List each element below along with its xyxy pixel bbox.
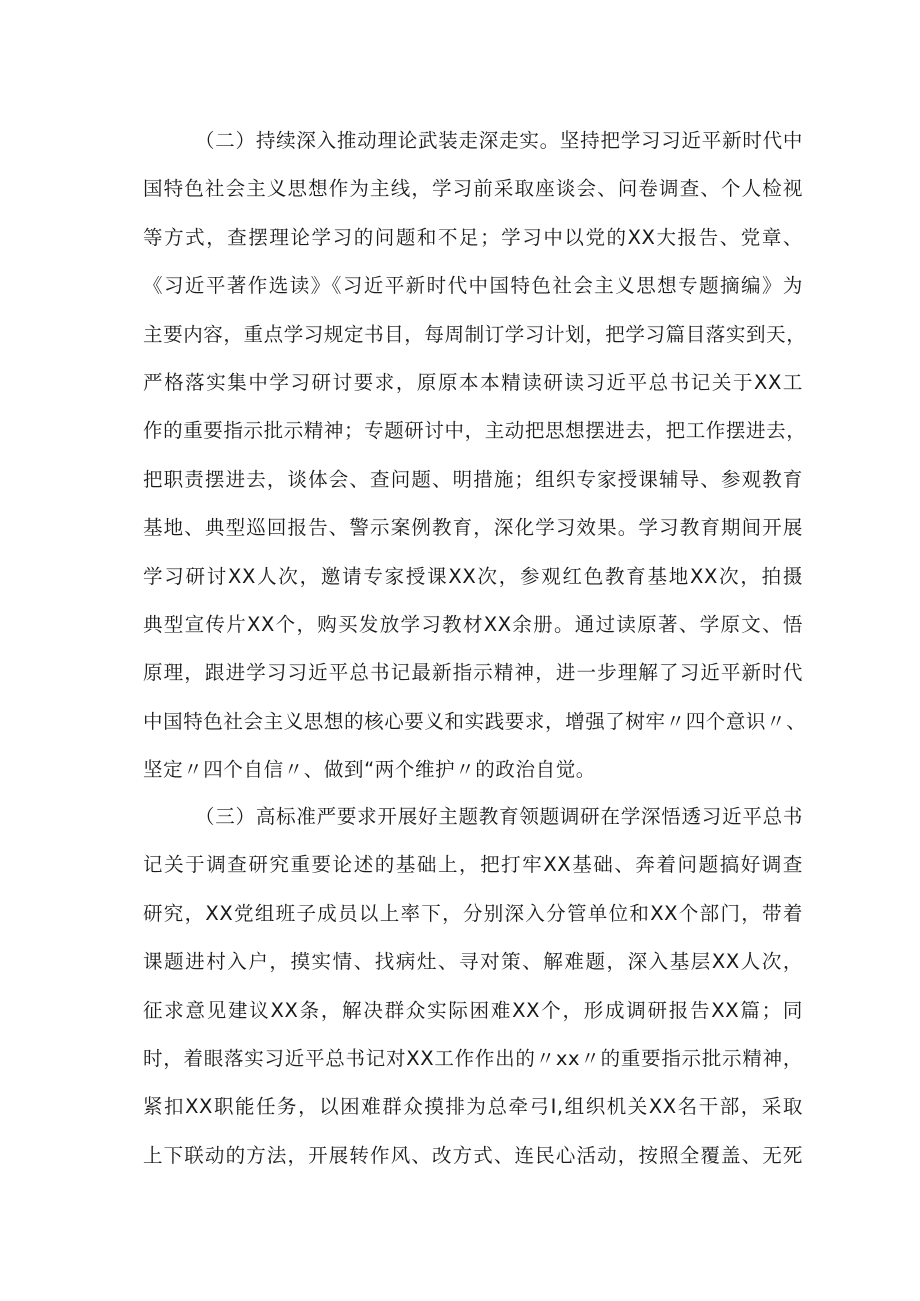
paragraph-line: 课题进村入户，摸实情、找病灶、寻对策、解难题，深入基层XX人次， — [143, 950, 803, 974]
paragraph-line: 紧扣XX职能任务，以困难群众摸排为总牵弓I,组织机关XX名干部，采取 — [143, 1095, 803, 1119]
paragraph-line: 等方式，查摆理论学习的问题和不足；学习中以党的XX大报告、党章、 — [143, 225, 803, 249]
paragraph-section-two — [143, 117, 807, 794]
paragraph-line: 国特色社会主义思想作为主线，学习前采取座谈会、问卷调查、个人检视 — [143, 177, 803, 201]
paragraph-line: 记关于调查研究重要论述的基础上，把打牢XX基础、奔着问题搞好调查 — [143, 853, 803, 877]
paragraph-line: 原理，跟进学习习近平总书记最新指示精神，进一步理解了习近平新时代 — [143, 661, 803, 685]
paragraph-line: （二）持续深入推动理论武装走深走实。坚持把学习习近平新时代中 — [195, 129, 803, 152]
paragraph-line: 上下联动的方法，开展转作风、改方式、连民心活动，按照全覆盖、无死 — [143, 1143, 803, 1167]
paragraph-line: 主要内容，重点学习规定书目，每周制订学习计划，把学习篇目落实到天， — [143, 322, 807, 346]
paragraph-line: 基地、典型巡回报告、警示案例教育，深化学习效果。学习教育期间开展 — [143, 516, 803, 540]
paragraph-line: 时，着眼落实习近平总书记对XX工作作出的〃xx〃的重要指示批示精神， — [143, 1046, 803, 1070]
paragraph-line: 研究，XX党组班子成员以上率下，分别深入分管单位和XX个部门，带着 — [143, 901, 803, 925]
paragraph-line: 坚定〃四个自信〃、做到“两个维护〃的政治自觉。 — [143, 758, 596, 782]
paragraph-line: 严格落实集中学习研讨要求，原原本本精读研读习近平总书记关于XX工 — [143, 370, 803, 394]
paragraph-section-three — [143, 793, 803, 1180]
paragraph-line: 作的重要指示批示精神；专题研讨中，主动把思想摆进去，把工作摆进去， — [143, 419, 807, 443]
paragraph-line: 征求意见建议XX条，解决群众实际困难XX个，形成调研报告XX篇；同 — [143, 998, 803, 1022]
paragraph-line: 中国特色社会主义思想的核心要义和实践要求，增强了树牢〃四个意识〃、 — [143, 709, 807, 733]
paragraph-line: （三）高标准严要求开展好主题教育领题调研在学深悟透习近平总书 — [195, 805, 803, 828]
paragraph-line: 《习近平著作选读》《习近平新时代中国特色社会主义思想专题摘编》为 — [143, 274, 803, 298]
paragraph-line: 典型宣传片XX个，购买发放学习教材XX余册。通过读原著、学原文、悟 — [143, 612, 803, 636]
paragraph-line: 学习研讨XX人次，邀请专家授课XX次，参观红色教育基地XX次，拍摄 — [143, 564, 803, 588]
paragraph-line: 把职责摆进去，谈体会、查问题、明措施；组织专家授课辅导、参观教育 — [143, 467, 803, 491]
